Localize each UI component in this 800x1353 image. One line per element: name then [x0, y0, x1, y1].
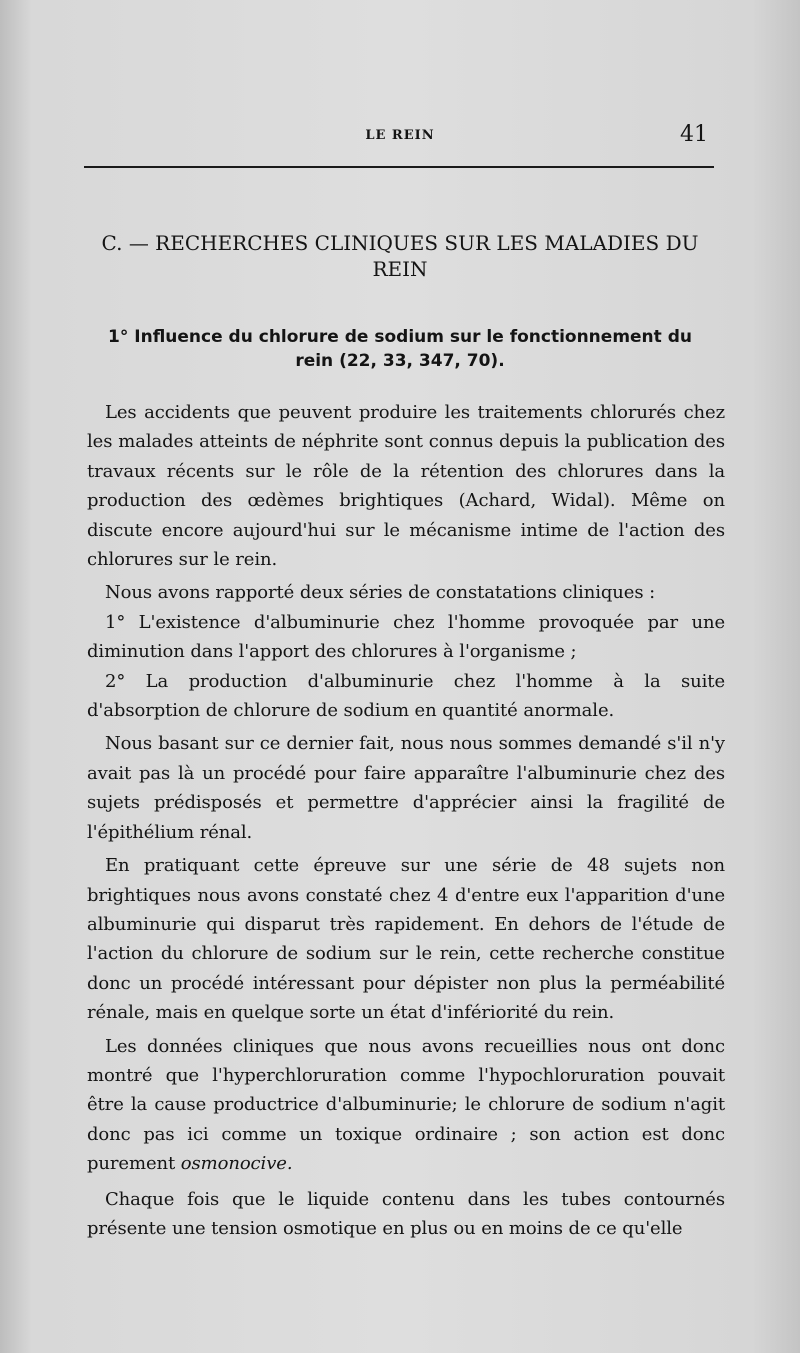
- paragraph-2: Nous avons rapporté deux séries de constatations cliniques :: [105, 582, 656, 604]
- header-rule: [84, 166, 714, 168]
- paragraph-8: Chaque fois que le liquide contenu dans les tubes contournés présente une tension osmotique en plus ou en moins de ce qu'elle: [87, 1188, 725, 1239]
- running-header: [0, 122, 800, 152]
- paragraph-7-italic: osmonocive.: [180, 1153, 293, 1175]
- paragraph-3: 1° L'existence d'albuminurie chez l'homme provoquée par une diminution dans l'apport des chlorures à l'organisme ;: [87, 611, 725, 663]
- paragraph-4: 2° La production d'albuminurie chez l'homme à la suite d'absorption de chlorure de sodium en quantité anormale.: [87, 670, 725, 722]
- section-title: C. — RECHERCHES CLINIQUES SUR LES MALADIES DU REIN: [101, 231, 699, 281]
- paragraph-7-text: Les données cliniques que nous avons recueillies nous ont donc montré que l'hyperchloruration comme l'hypochloruration pouvait être la cause productrice d'albuminurie; le chlorure de sodium n'agit donc pas ici comme un toxique ordinaire ; son action est donc purement: [87, 1035, 725, 1175]
- running-title: LE REIN: [365, 128, 435, 143]
- body-text: [87, 398, 725, 1247]
- subsection-title: 1° Influence du chlorure de sodium sur le fonctionnement du rein (22, 33, 347, 70).: [108, 327, 692, 371]
- page-number: 41: [680, 122, 708, 147]
- paragraph-5: Nous basant sur ce dernier fait, nous nous sommes demandé s'il n'y avait pas là un procédé pour faire apparaître l'albuminurie chez des sujets prédisposés et permettre d'apprécier ainsi la fragilité de l'épithélium rénal.: [87, 733, 725, 843]
- paragraph-7: [87, 1032, 725, 1179]
- paragraph-1: Les accidents que peuvent produire les traitements chlorurés chez les malades atteints de néphrite sont connus depuis la publication des travaux récents sur le rôle de la rétention des chlorures dans la production des œdèmes brightiques (Achard, Widal). Même on discute encore aujourd'hui sur le mécanisme intime de l'action des chlorures sur le rein.: [87, 402, 725, 571]
- paragraph-6: En pratiquant cette épreuve sur une série de 48 sujets non brightiques nous avons constaté chez 4 d'entre eux l'apparition d'une albuminurie qui disparut très rapidement. En dehors de l'étude de l'action du chlorure de sodium sur le rein, cette recherche constitue donc un procédé intéressant pour dépister non plus la perméabilité rénale, mais en quelque sorte un état d'infériorité du rein.: [87, 855, 725, 1024]
